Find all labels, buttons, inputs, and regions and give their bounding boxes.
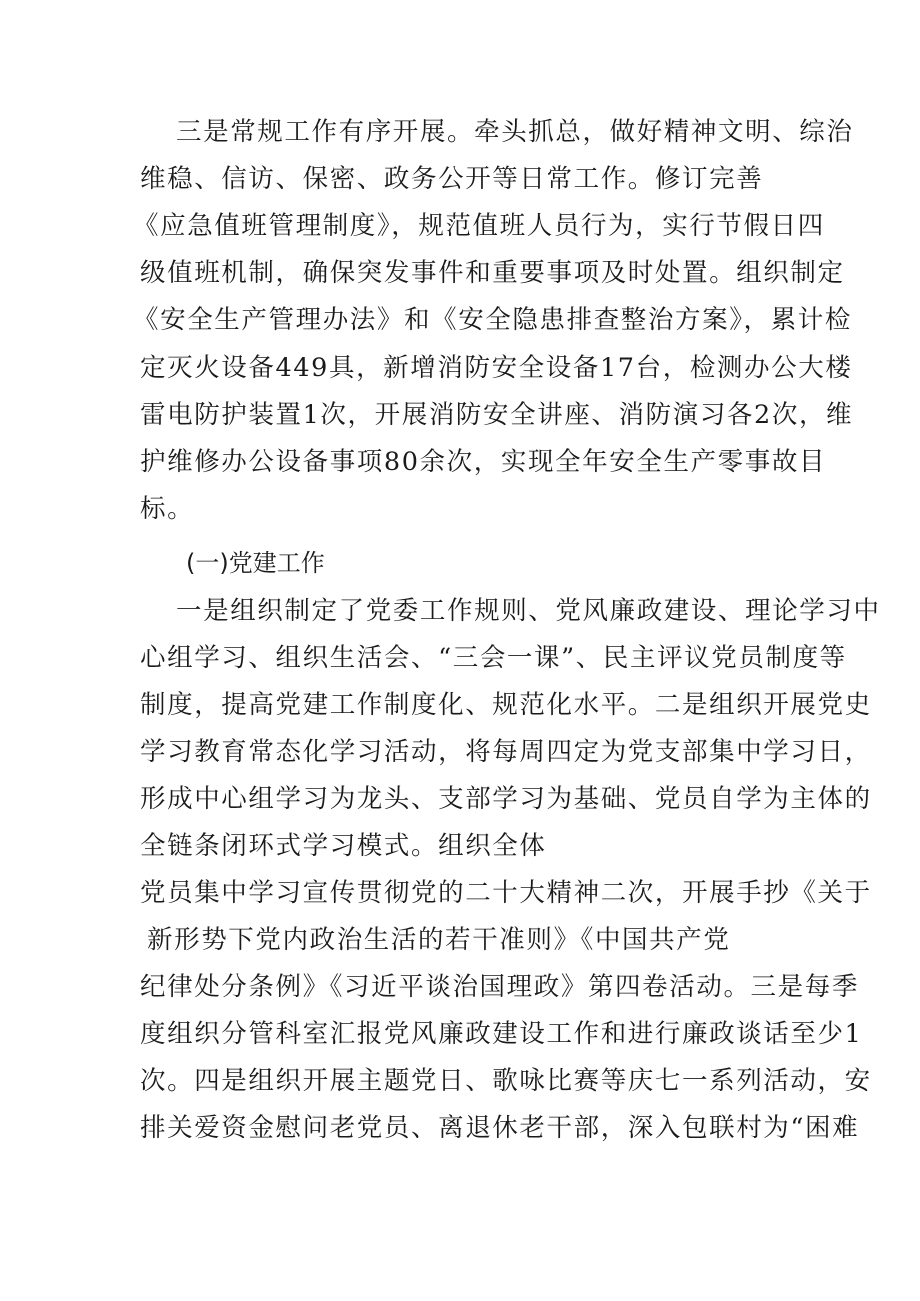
paragraph-1-line-6: 定灭火设备449具，新增消防安全设备17台，检测办公大楼: [140, 353, 853, 383]
paragraph-2-line-5: 形成中心组学习为龙头、支部学习为基础、党员自学为主体的: [140, 784, 872, 814]
paragraph-2-line-12: 排关爱资金慰问老党员、离退休老干部，深入包联村为“困难: [140, 1113, 860, 1143]
paragraph-2-line-9: 纪律处分条例》《习近平谈治国理政》第四卷活动。三是每季: [140, 972, 859, 1002]
paragraph-2-line-3: 制度，提高党建工作制度化、规范化水平。二是组织开展党史: [140, 690, 872, 720]
paragraph-1-line-2: 维稳、信访、保密、政务公开等日常工作。修订完善: [140, 164, 764, 194]
paragraph-2-line-7: 党员集中学习宣传贯彻党的二十大精神二次，开展手抄《关于: [140, 878, 872, 908]
paragraph-1-line-5: 《安全生产管理办法》和《安全隐患排查整治方案》，累计检: [133, 305, 852, 335]
paragraph-1-line-7: 雷电防护装置1次，开展消防安全讲座、消防演习各2次，维: [140, 400, 854, 430]
paragraph-2-line-6: 全链条闭环式学习模式。组织全体: [140, 831, 547, 861]
paragraph-2-line-10: 度组织分管科室汇报党风廉政建设工作和进行廉政谈话至少1: [140, 1019, 863, 1049]
paragraph-1-line-1: 三是常规工作有序开展。牵头抓总，做好精神文明、综治: [176, 117, 854, 147]
paragraph-2-line-2: 心组学习、组织生活会、“三会一课”、民主评议党员制度等: [140, 643, 847, 673]
paragraph-2-line-11: 次。四是组织开展主题党日、歌咏比赛等庆七一系列活动，安: [140, 1066, 872, 1096]
paragraph-2-line-4: 学习教育常态化学习活动，将每周四定为党支部集中学习日，: [140, 737, 872, 767]
section-heading: (一)党建工作: [186, 549, 325, 577]
paragraph-1-line-9: 标。: [140, 494, 195, 524]
paragraph-1-line-8: 护维修办公设备事项80余次，实现全年安全生产零事故目: [140, 447, 827, 477]
paragraph-1-line-3: 《应急值班管理制度》，规范值班人员行为，实行节假日四: [133, 211, 825, 241]
paragraph-1-line-4: 级值班机制，确保突发事件和重要事项及时处置。组织制定: [140, 258, 845, 288]
paragraph-2-line-1: 一是组织制定了党委工作规则、党风廉政建设、理论学习中: [176, 596, 881, 626]
paragraph-2-line-8: 新形势下党内政治生活的若干准则》《中国共产党: [147, 925, 731, 955]
